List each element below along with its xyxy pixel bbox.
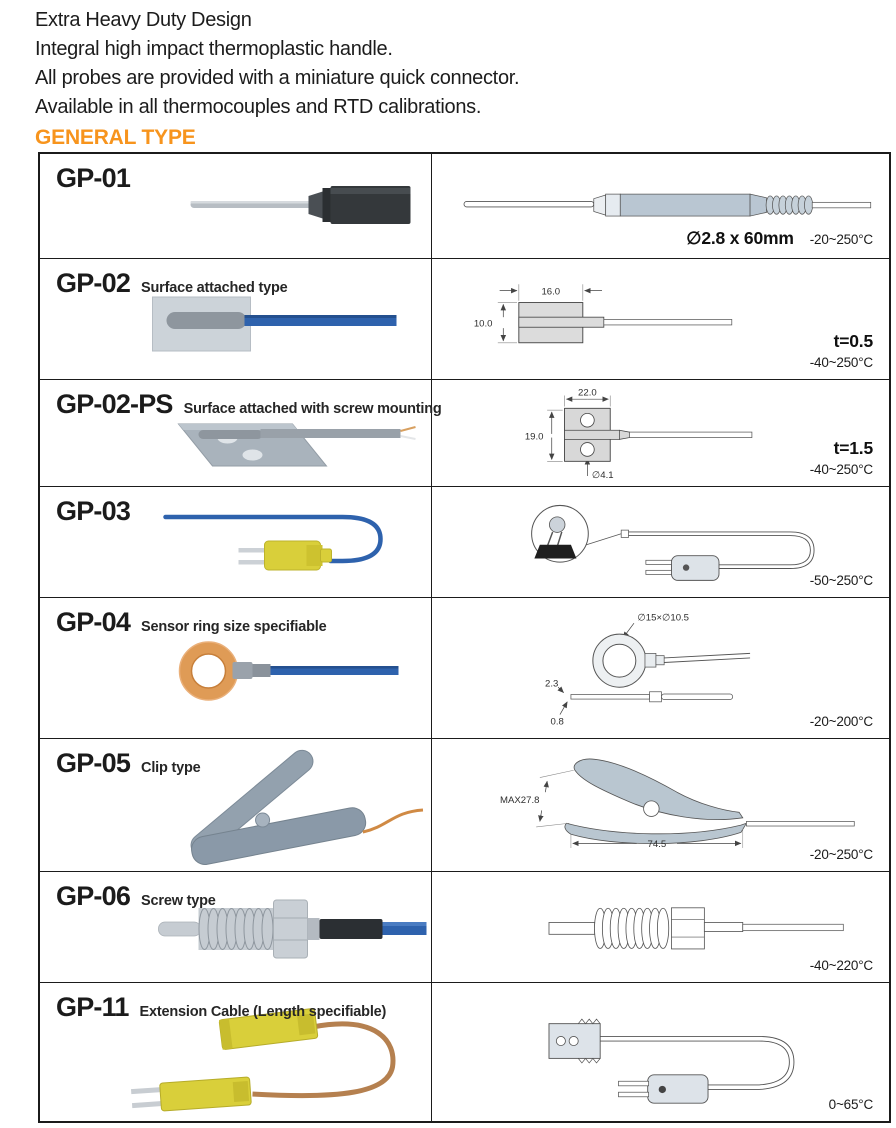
gp05-temp-range: -20~250°C xyxy=(809,847,873,862)
gp06-drawing-cell xyxy=(432,872,889,982)
gp02ps-photo-cell xyxy=(40,380,442,486)
model-label: GP-02 xyxy=(56,268,131,298)
product-row-gp01 xyxy=(40,154,889,258)
gp02ps-height-dim: 19.0 xyxy=(524,431,544,443)
gp01-drawing-cell xyxy=(432,154,889,258)
model-subtitle: Screw type xyxy=(141,893,216,909)
model-subtitle: Surface attached with screw mounting xyxy=(183,401,442,417)
model-subtitle: Surface attached type xyxy=(141,280,288,296)
gp02-thickness-spec: t=0.5 xyxy=(833,331,873,351)
product-row-gp02 xyxy=(40,258,889,379)
gp02ps-temp-range: -40~250°C xyxy=(809,462,873,477)
headline-3: All probes are provided with a miniature quick connector. xyxy=(35,67,520,89)
model-label: GP-02-PS xyxy=(56,389,173,419)
product-row-gp06 xyxy=(40,871,889,982)
model-subtitle: Clip type xyxy=(141,760,201,776)
gp04-thickness-bottom-dim: 0.8 xyxy=(550,716,564,728)
gp02-photo-cell xyxy=(40,259,432,379)
model-label: GP-01 xyxy=(56,163,131,193)
gp11-photo-cell xyxy=(40,983,432,1121)
product-row-gp05 xyxy=(40,738,889,871)
headline-4: Available in all thermocouples and RTD calibrations. xyxy=(35,96,482,118)
gp04-ring-dim: ∅15×∅10.5 xyxy=(637,612,690,624)
product-row-gp04 xyxy=(40,597,889,738)
gp01-temp-range: -20~250°C xyxy=(809,232,873,247)
gp11-drawing-cell xyxy=(432,983,889,1121)
gp02ps-hole-dim: ∅4.1 xyxy=(591,469,614,481)
model-label: GP-03 xyxy=(56,496,131,526)
gp02ps-width-dim: 22.0 xyxy=(578,387,597,399)
gp02ps-drawing-cell xyxy=(432,380,889,486)
product-row-gp11 xyxy=(40,982,889,1121)
gp01-photo-cell xyxy=(40,154,432,258)
headline-2: Integral high impact thermoplastic handle. xyxy=(35,38,393,60)
page-header xyxy=(35,6,519,151)
product-table xyxy=(38,152,891,1123)
gp05-length-dim: 74.5 xyxy=(647,839,667,851)
gp04-temp-range: -20~200°C xyxy=(809,714,873,729)
gp02-width-dim: 16.0 xyxy=(541,286,561,298)
model-label: GP-04 xyxy=(56,607,131,637)
gp02ps-thickness-spec: t=1.5 xyxy=(833,438,873,458)
section-title: GENERAL TYPE xyxy=(35,126,196,149)
gp06-photo-cell xyxy=(40,872,432,982)
gp03-temp-range: -50~250°C xyxy=(809,573,873,588)
gp04-photo-cell xyxy=(40,598,432,738)
product-row-gp03 xyxy=(40,486,889,597)
gp02-drawing-cell xyxy=(432,259,889,379)
model-label: GP-11 xyxy=(56,992,129,1022)
gp02-temp-range: -40~250°C xyxy=(809,355,873,370)
gp06-temp-range: -40~220°C xyxy=(809,958,873,973)
gp11-technical-drawing xyxy=(432,983,889,1121)
gp05-jaw-opening-dim: MAX27.8 xyxy=(500,795,540,807)
gp02-height-dim: 10.0 xyxy=(473,318,493,330)
model-subtitle: Sensor ring size specifiable xyxy=(141,619,327,635)
gp03-photo-cell xyxy=(40,487,432,597)
headline-1: Extra Heavy Duty Design xyxy=(35,9,252,31)
model-subtitle: Extension Cable (Length specifiable) xyxy=(139,1004,387,1020)
gp04-drawing-cell xyxy=(432,598,889,738)
gp04-thickness-top-dim: 2.3 xyxy=(545,678,559,690)
model-label: GP-05 xyxy=(56,748,131,778)
gp05-drawing-cell xyxy=(432,739,889,871)
model-label: GP-06 xyxy=(56,881,131,911)
gp05-photo-cell xyxy=(40,739,432,871)
gp11-temp-range: 0~65°C xyxy=(828,1097,873,1112)
gp01-size-spec: ∅2.8 x 60mm xyxy=(686,228,794,248)
product-row-gp02ps xyxy=(40,379,889,486)
gp03-drawing-cell xyxy=(432,487,889,597)
